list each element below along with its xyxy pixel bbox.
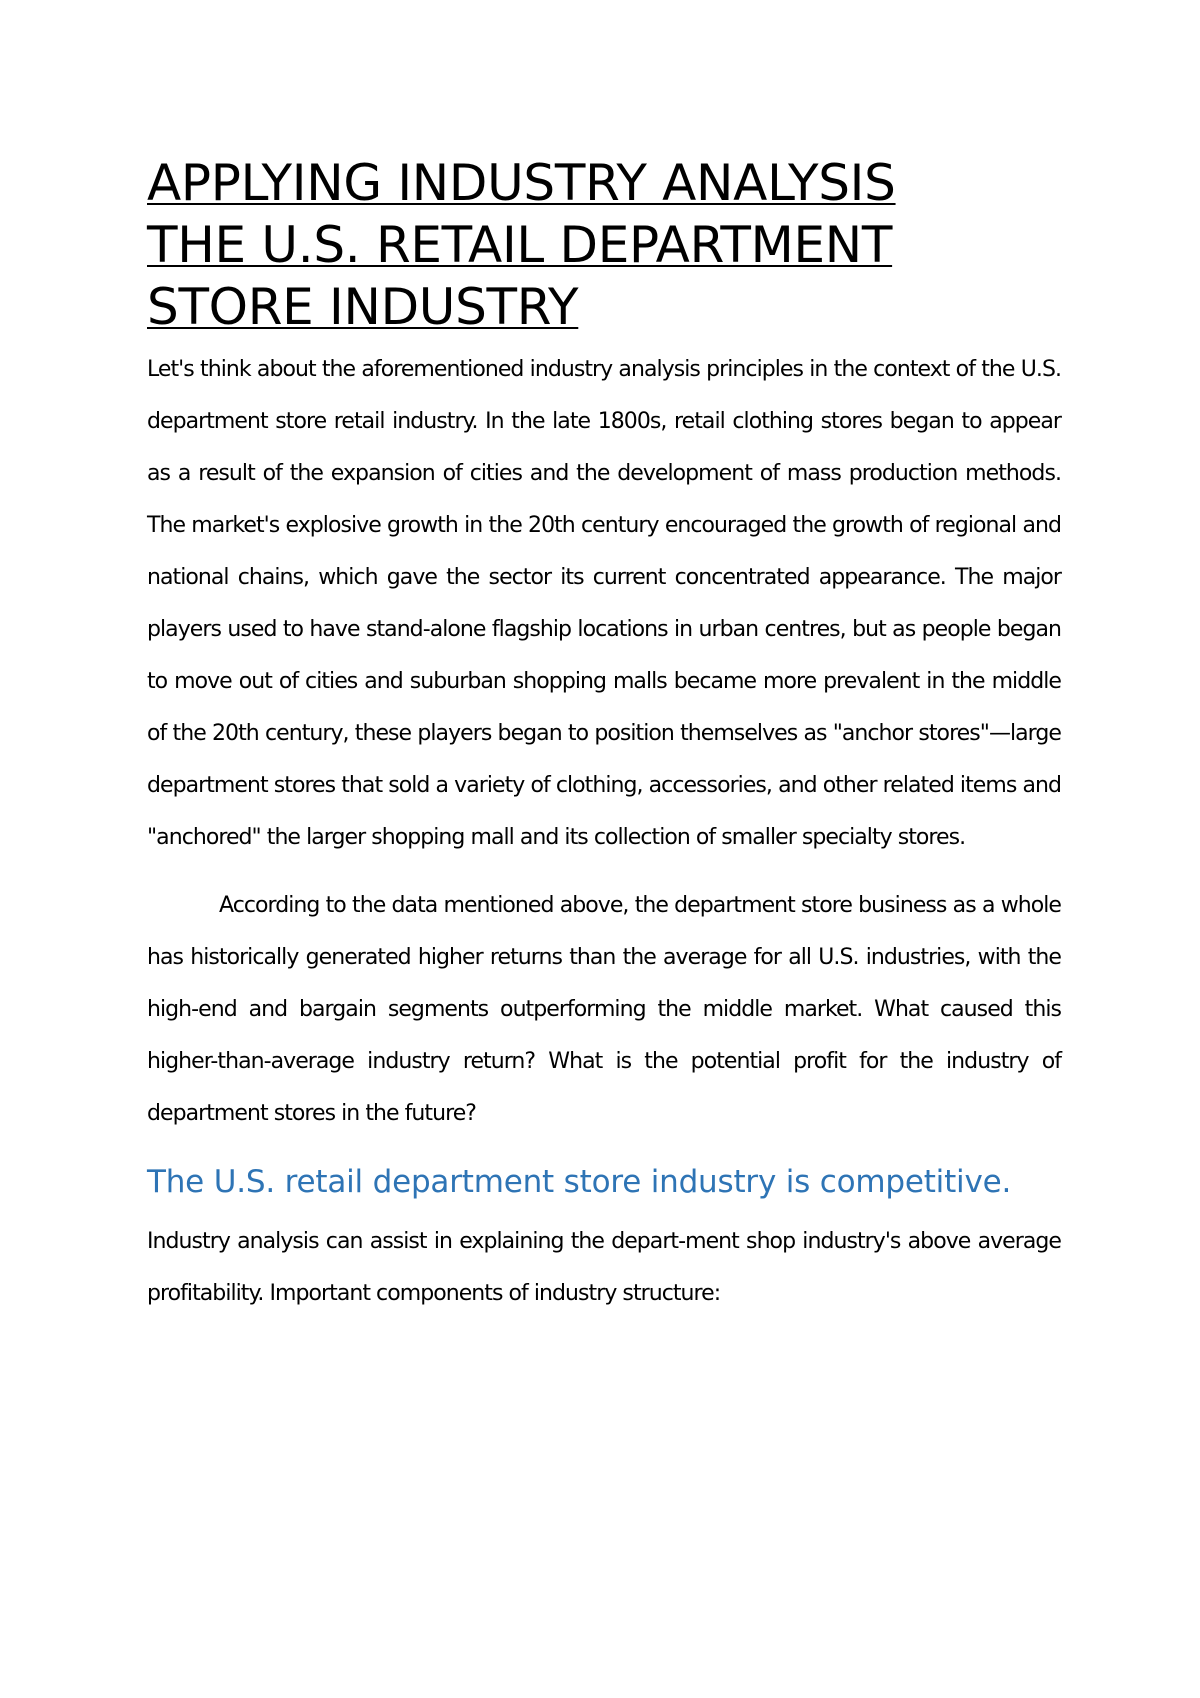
document-page <box>147 152 1061 1320</box>
section-heading: The U.S. retail department store industry is competitive. <box>147 1164 1012 1200</box>
body-paragraph-structure: Industry analysis can assist in explaining the depart-ment shop industry's above average profitability. Important components of industry structure: <box>147 1229 1061 1306</box>
title-line-1: APPLYING INDUSTRY ANALYSIS <box>147 154 896 212</box>
title-line-2: THE U.S. RETAIL DEPARTMENT <box>147 216 893 274</box>
body-paragraph-returns: According to the data mentioned above, the department store business as a whole has historically generated higher returns than the average for all U.S. industries, with the high-end and bargain segments outperforming the middle market. What caused this higher-than-average industry return? What is the potential profit for the industry of department stores in the future? <box>147 893 1061 1126</box>
title-line-3: STORE INDUSTRY <box>147 278 579 336</box>
document-title <box>147 152 1061 338</box>
body-paragraph-intro: Let's think about the aforementioned industry analysis principles in the context of the U.S. department store retail industry. In the late 1800s, retail clothing stores began to appear as a result of the expansion of cities and the development of mass production methods. The market's explosive growth in the 20th century encouraged the growth of regional and national chains, which gave the sector its current concentrated appearance. The major players used to have stand-alone flagship locations in urban centres, but as people began to move out of cities and suburban shopping malls became more prevalent in the middle of the 20th century, these players began to position themselves as "anchor stores"—large department stores that sold a variety of clothing, accessories, and other related items and "anchored" the larger shopping mall and its collection of smaller specialty stores. <box>147 357 1061 850</box>
